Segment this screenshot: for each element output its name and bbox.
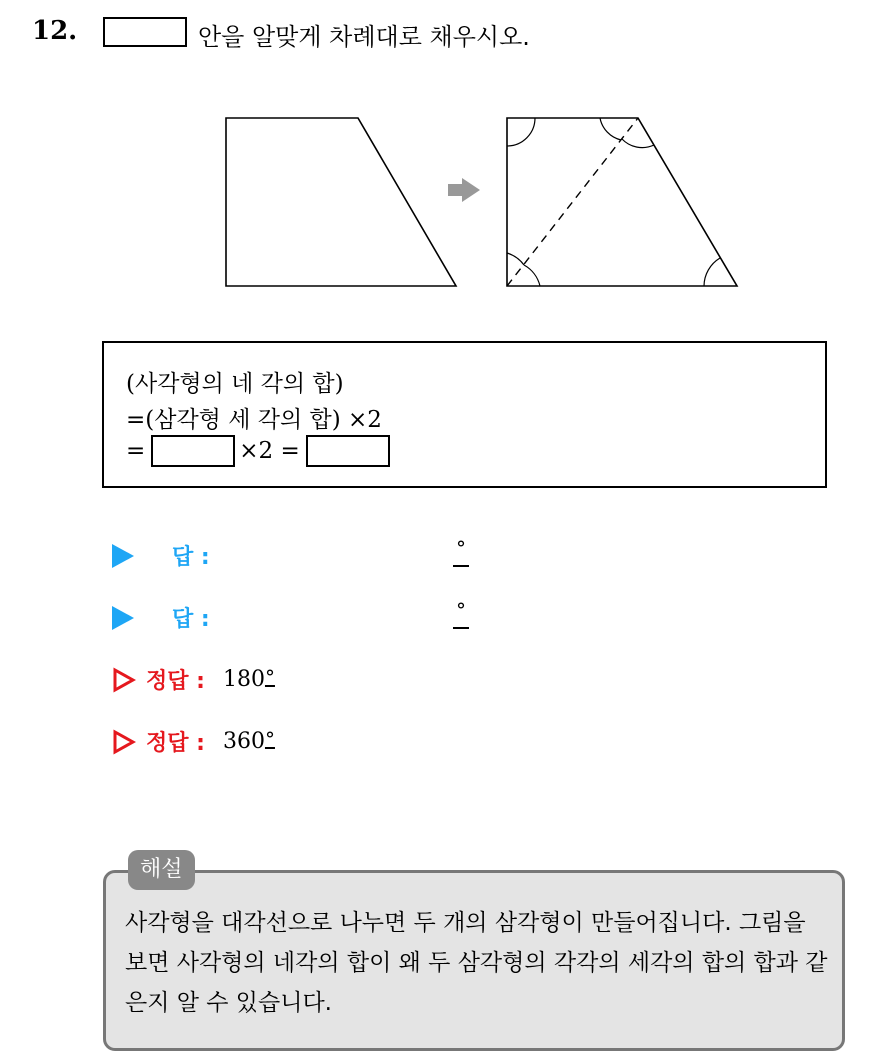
answer-row xyxy=(112,602,210,633)
answer-underline xyxy=(453,627,469,629)
formula-line-3 xyxy=(126,435,390,467)
play-triangle-icon xyxy=(112,544,134,568)
angle-arc xyxy=(622,139,654,148)
angle-arc xyxy=(507,253,524,265)
trapezoid-left xyxy=(226,118,456,286)
degree-symbol: ° xyxy=(456,598,466,622)
formula-blank-1 xyxy=(151,435,235,467)
answer-label: 답 : xyxy=(172,607,210,632)
angle-arc xyxy=(600,118,621,140)
angle-arc xyxy=(507,118,535,146)
trapezoid-right xyxy=(507,118,737,286)
equals-sign: = xyxy=(126,438,146,464)
solution-label: 정답 : xyxy=(146,731,205,756)
answer-row xyxy=(112,540,210,571)
formula-blank-2 xyxy=(306,435,390,467)
question-number: 12. xyxy=(32,16,78,46)
solution-label: 정답 : xyxy=(146,669,205,694)
quadrilateral-figure xyxy=(0,0,884,320)
answer-label: 답 : xyxy=(172,545,210,570)
degree-symbol: ° xyxy=(456,536,466,560)
degree-symbol: ° xyxy=(264,664,275,689)
degree-symbol: ° xyxy=(264,726,275,751)
question-text: 안을 알맞게 차례대로 채우시오. xyxy=(198,23,530,51)
formula-line-2: =(삼각형 세 각의 합) ×2 xyxy=(126,407,382,433)
angle-arc xyxy=(704,258,720,286)
formula-line-1: (사각형의 네 각의 합) xyxy=(126,371,344,397)
explanation-tag: 해설 xyxy=(128,850,195,890)
outline-triangle-icon xyxy=(112,667,136,693)
angle-arc xyxy=(524,265,540,286)
diagonal-line xyxy=(507,118,638,286)
answer-underline xyxy=(453,565,469,567)
solution-value: 180 xyxy=(222,667,265,692)
solution-value: 360 xyxy=(222,729,265,754)
times-two: ×2 = xyxy=(239,438,300,464)
solution-row xyxy=(112,726,275,757)
explanation-text: 사각형을 대각선으로 나누면 두 개의 삼각형이 만들어집니다. 그림을 보면 사각형의 네각의 합이 왜 두 삼각형의 각각의 세각의 합의 합과 같은지 알 수 있습니다. xyxy=(125,910,828,1016)
arrow-icon xyxy=(448,178,480,202)
formula-box xyxy=(102,341,827,488)
solution-row xyxy=(112,664,275,695)
play-triangle-icon xyxy=(112,606,134,630)
outline-triangle-icon xyxy=(112,729,136,755)
